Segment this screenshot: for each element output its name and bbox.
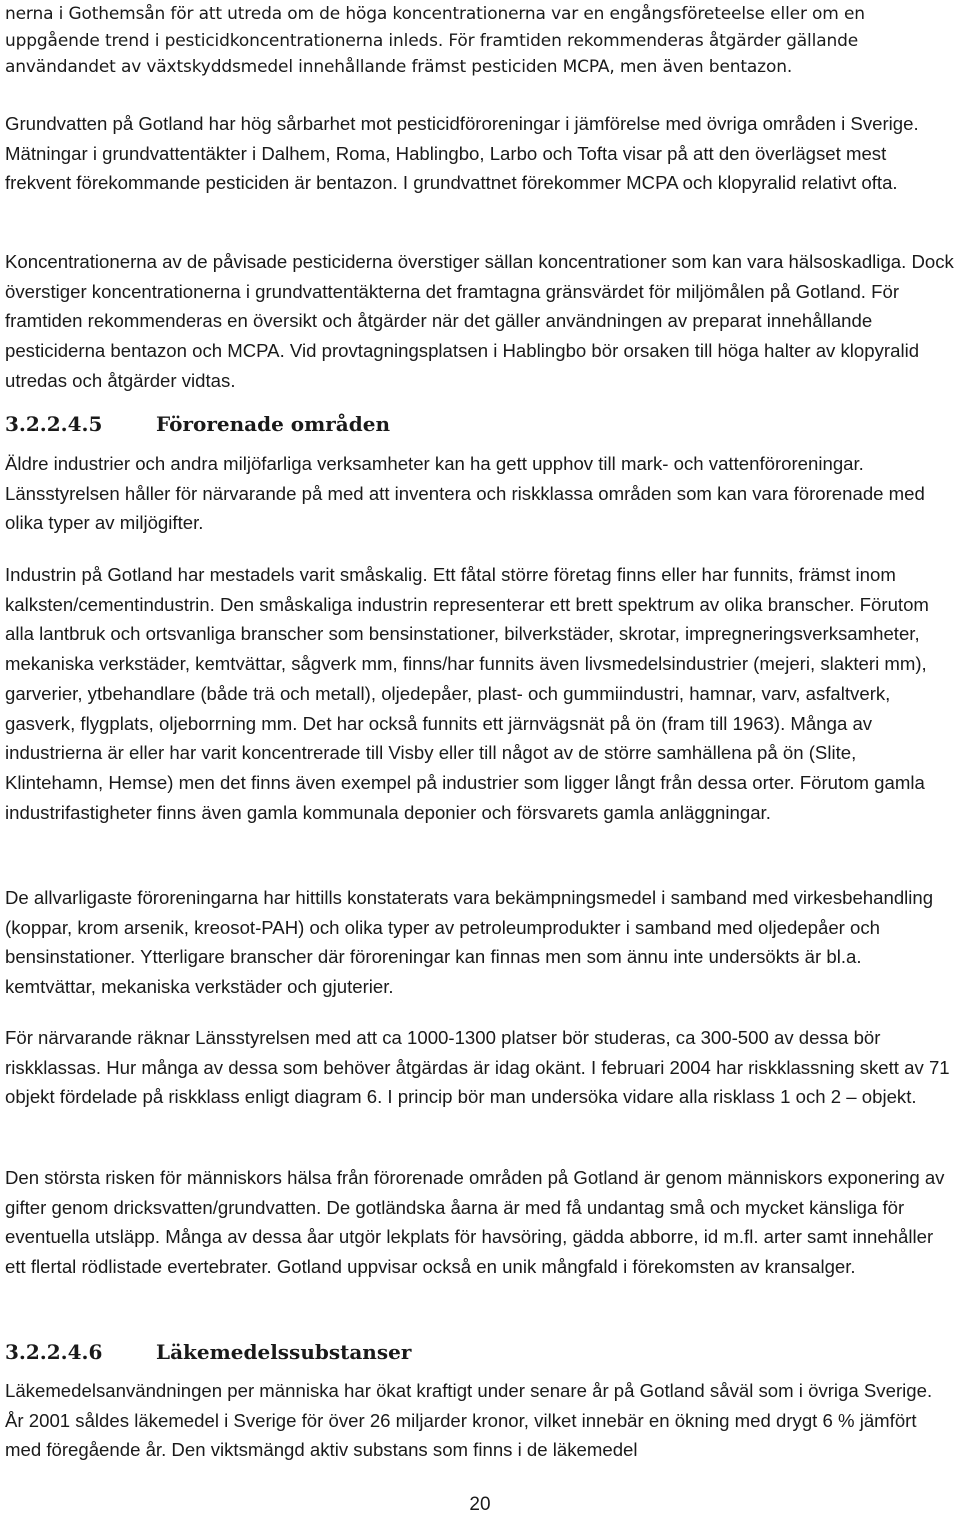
page-number: 20 (469, 1494, 491, 1515)
paragraph-industry-gotland: Industrin på Gotland har mestadels varit småskalig. Ett fåtal större företag finns eller har funnits, främst inom kalksten/cementindustrin. Den småskaliga industrin representerar ett brett spektrum av olika branscher. Förutom alla lantbruk och ortsvanliga branscher som bensinstationer, bilverkstäder, skrotar, impregneringsverksamheter, mekaniska verkstäder, kemtvättar, sågverk mm, finns/har funnits även livsmedelsindustrier (mejeri, slakteri mm), garverier, ytbehandlare (både trä och metall), oljedepåer, plast- och gummiindustri, hamnar, varv, asfaltverk, gasverk, flygplats, oljeborrning mm. Det har också funnits ett järnvägsnät på ön (fram till 1963). Många av industrierna är eller har varit koncentrerade till Visby eller till något av de större samhällena på ön (Slite, Klintehamn, Hemse) men det finns även exempel på industrier som ligger långt från dessa orter. Förutom gamla industrifastigheter finns även gamla kommunala deponier och försvarets gamla anläggningar. (5, 564, 929, 823)
paragraph-risk-classification: För närvarande räknar Länsstyrelsen med att ca 1000-1300 platser bör studeras, ca 300-500 av dessa bör riskklassas. Hur många av dessa som behöver åtgärdas är idag okänt. I februari 2004 har riskklassning skett av 71 objekt fördelade på riskklass enligt diagram 6. I princip bör man undersöka vidare alla risklass 1 och 2 – objekt. (5, 1027, 950, 1108)
section-heading-contaminated-areas (5, 412, 955, 436)
paragraph-most-serious-pollutants: De allvarligaste föroreningarna har hittills konstaterats vara bekämpningsmedel i samband med virkesbehandling (koppar, krom arsenik, kreosot-PAH) och olika typer av petroleumprodukter i samband med oljedepåer och bensinstationer. Ytterligare branscher där föroreningar kan finnas men som ännu inte undersökts är bl.a. kemtvättar, mekaniska verkstäder och gjuterier. (5, 887, 934, 998)
paragraph-pesticide-concentrations: Koncentrationerna av de påvisade pesticiderna överstiger sällan koncentrationer som kan vara hälsoskadliga. Dock överstiger koncentrationerna i grundvattentäkterna det framtagna gränsvärdet för miljömålen på Gotland. För framtiden rekommenderas en översikt och åtgärder när det gäller användningen av preparat innehållande pesticiderna bentazon och MCPA. Vid provtagningsplatsen i Hablingbo bör orsaken till höga halter av klopyralid utredas och åtgärder vidtas. (5, 251, 954, 391)
paragraph-pharmaceutical-use: Läkemedelsanvändningen per människa har ökat kraftigt under senare år på Gotland såväl som i övriga Sverige. År 2001 såldes läkemedel i Sverige för över 26 miljarder kronor, vilket innebär en ökning med drygt 6 % jämfört med föregående år. Den viktsmängd aktiv substans som finns i de läkemedel (5, 1380, 933, 1461)
section-number: 3.2.2.4.5 (5, 412, 103, 436)
section-heading-pharmaceuticals (5, 1340, 955, 1364)
paragraph-groundwater-vulnerability: Grundvatten på Gotland har hög sårbarhet mot pesticidföroreningar i jämförelse med övriga områden i Sverige. Mätningar i grundvattentäkter i Dalhem, Roma, Hablingbo, Larbo och Tofta visar på att den överlägset mest frekvent förekommande pesticiden är bentazon. I grundvattnet förekommer MCPA och klopyralid relativt ofta. (5, 113, 919, 194)
paragraph-human-health-risk: Den största risken för människors hälsa från förorenade områden på Gotland är genom människors exponering av gifter genom dricksvatten/grundvatten. De gotländska åarna är med få undantag små och mycket känsliga för eventuella utsläpp. Många av dessa åar utgör lekplats för havsöring, gädda abborre, id m.fl. arter samt innehåller ett flertal rödlistade evertebrater. Gotland uppvisar också en unik mångfald i förekomsten av kransalger. (5, 1167, 945, 1278)
paragraph-intro: nerna i Gothemsån för att utreda om de höga koncentrationerna var en engångsföreteelse eller om en uppgående trend i pesticidkoncentrationerna inleds. För framtiden rekommenderas åtgärder gällande användandet av växtskyddsmedel innehållande främst pesticiden MCPA, men även bentazon. (5, 4, 865, 77)
section-number: 3.2.2.4.6 (5, 1340, 103, 1364)
section-title: Läkemedelssubstanser (156, 1340, 412, 1364)
section-title: Förorenade områden (156, 412, 391, 436)
paragraph-old-industries: Äldre industrier och andra miljöfarliga verksamheter kan ha gett upphov till mark- och vattenföroreningar. Länsstyrelsen håller för närvarande på med att inventera och riskklassa områden som kan vara förorenade med olika typer av miljögifter. (5, 453, 925, 534)
